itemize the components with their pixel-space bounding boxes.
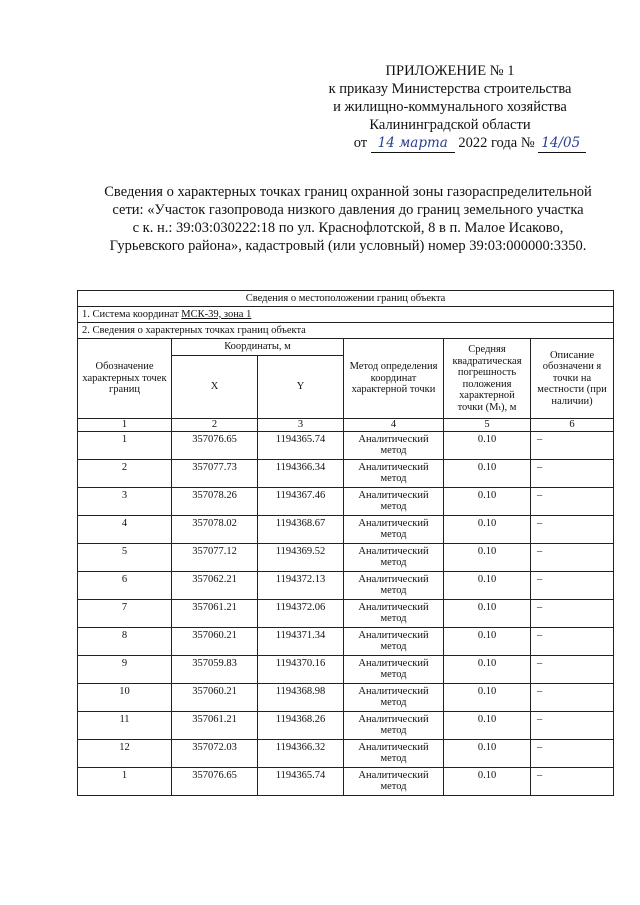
description-cell: – <box>531 431 614 459</box>
table-row <box>78 627 614 655</box>
header-method: Метод определения координат характерной точки <box>344 339 444 419</box>
table-row <box>78 571 614 599</box>
column-numbers-row <box>78 419 614 432</box>
description-cell: – <box>531 599 614 627</box>
method-cell: Аналитический метод <box>344 431 444 459</box>
y-coordinate-cell: 1194372.13 <box>258 571 344 599</box>
description-cell: – <box>531 711 614 739</box>
header-coordinates: Координаты, м <box>172 339 344 356</box>
table-title: Сведения о местоположении границ объекта <box>78 291 614 307</box>
method-cell: Аналитический метод <box>344 627 444 655</box>
x-coordinate-cell: 357061.21 <box>172 599 258 627</box>
y-coordinate-cell: 1194367.46 <box>258 487 344 515</box>
table-row <box>78 543 614 571</box>
column-number: 2 <box>172 419 258 432</box>
y-coordinate-cell: 1194365.74 <box>258 431 344 459</box>
error-cell: 0.10 <box>444 655 531 683</box>
error-cell: 0.10 <box>444 683 531 711</box>
point-number-cell: 7 <box>78 599 172 627</box>
y-coordinate-cell: 1194366.34 <box>258 459 344 487</box>
point-number-cell: 10 <box>78 683 172 711</box>
point-number-cell: 6 <box>78 571 172 599</box>
x-coordinate-cell: 357059.83 <box>172 655 258 683</box>
error-cell: 0.10 <box>444 487 531 515</box>
x-coordinate-cell: 357076.65 <box>172 431 258 459</box>
x-coordinate-cell: 357078.26 <box>172 487 258 515</box>
table-row <box>78 515 614 543</box>
column-number: 3 <box>258 419 344 432</box>
method-cell: Аналитический метод <box>344 487 444 515</box>
y-coordinate-cell: 1194370.16 <box>258 655 344 683</box>
error-cell: 0.10 <box>444 431 531 459</box>
column-number: 1 <box>78 419 172 432</box>
method-cell: Аналитический метод <box>344 515 444 543</box>
point-number-cell: 5 <box>78 543 172 571</box>
point-number-cell: 8 <box>78 627 172 655</box>
points-section-title: 2. Сведения о характерных точках границ объекта <box>78 323 614 339</box>
method-cell: Аналитический метод <box>344 739 444 767</box>
point-number-cell: 12 <box>78 739 172 767</box>
error-cell: 0.10 <box>444 459 531 487</box>
x-coordinate-cell: 357060.21 <box>172 683 258 711</box>
appendix-date-line <box>340 134 600 153</box>
heading-line-3: с к. н.: 39:03:030222:18 по ул. Краснофлотской, 8 в п. Малое Исаково, <box>132 220 564 236</box>
method-cell: Аналитический метод <box>344 767 444 795</box>
x-coordinate-cell: 357072.03 <box>172 739 258 767</box>
method-cell: Аналитический метод <box>344 711 444 739</box>
y-coordinate-cell: 1194371.34 <box>258 627 344 655</box>
error-cell: 0.10 <box>444 571 531 599</box>
column-number: 5 <box>444 419 531 432</box>
error-cell: 0.10 <box>444 711 531 739</box>
description-cell: – <box>531 543 614 571</box>
appendix-ministry-line: и жилищно-коммунального хозяйства <box>333 99 567 115</box>
method-cell: Аналитический метод <box>344 655 444 683</box>
description-cell: – <box>531 515 614 543</box>
x-coordinate-cell: 357060.21 <box>172 627 258 655</box>
y-coordinate-cell: 1194369.52 <box>258 543 344 571</box>
appendix-from-label: от <box>353 135 368 151</box>
y-coordinate-cell: 1194368.67 <box>258 515 344 543</box>
header-designation: Обозначение характерных точек границ <box>78 339 172 419</box>
column-number: 6 <box>531 419 614 432</box>
error-cell: 0.10 <box>444 515 531 543</box>
table-row <box>78 599 614 627</box>
x-coordinate-cell: 357076.65 <box>172 767 258 795</box>
table-row <box>78 487 614 515</box>
coordinate-system-value: МСК-39, зона 1 <box>181 308 252 320</box>
error-cell: 0.10 <box>444 599 531 627</box>
y-coordinate-cell: 1194366.32 <box>258 739 344 767</box>
heading-line-4: Гурьевского района», кадастровый (или условный) номер 39:03:000000:3350. <box>109 238 587 254</box>
appendix-region-line: Калининградской области <box>369 117 531 133</box>
y-coordinate-cell: 1194368.26 <box>258 711 344 739</box>
table-row <box>78 683 614 711</box>
table-row <box>78 767 614 795</box>
error-cell: 0.10 <box>444 627 531 655</box>
table-row <box>78 739 614 767</box>
point-number-cell: 3 <box>78 487 172 515</box>
method-cell: Аналитический метод <box>344 459 444 487</box>
point-number-cell: 9 <box>78 655 172 683</box>
coordinate-system-label: 1. Система координат <box>82 308 182 320</box>
description-cell: – <box>531 683 614 711</box>
header-error: Средняя квадратическая погрешность положения характерной точки (Mₜ), м <box>444 339 531 419</box>
x-coordinate-cell: 357062.21 <box>172 571 258 599</box>
description-cell: – <box>531 739 614 767</box>
header-description: Описание обозначени я точки на местности (при наличии) <box>531 339 614 419</box>
boundary-points-table <box>77 290 614 796</box>
point-number-cell: 2 <box>78 459 172 487</box>
description-cell: – <box>531 767 614 795</box>
point-number-cell: 4 <box>78 515 172 543</box>
method-cell: Аналитический метод <box>344 571 444 599</box>
appendix-year-label: 2022 года № <box>458 135 535 151</box>
heading-line-1: Сведения о характерных точках границ охранной зоны газораспределительной <box>104 184 592 200</box>
point-number-cell: 1 <box>78 431 172 459</box>
error-cell: 0.10 <box>444 543 531 571</box>
point-number-cell: 1 <box>78 767 172 795</box>
error-cell: 0.10 <box>444 767 531 795</box>
x-coordinate-cell: 357061.21 <box>172 711 258 739</box>
header-y: Y <box>258 356 344 419</box>
coordinate-system-row <box>78 307 614 323</box>
x-coordinate-cell: 357077.73 <box>172 459 258 487</box>
appendix-title: ПРИЛОЖЕНИЕ № 1 <box>385 63 515 79</box>
error-cell: 0.10 <box>444 739 531 767</box>
x-coordinate-cell: 357078.02 <box>172 515 258 543</box>
table-row <box>78 431 614 459</box>
table-row <box>78 655 614 683</box>
column-number: 4 <box>344 419 444 432</box>
appendix-block <box>300 62 600 153</box>
appendix-order-line: к приказу Министерства строительства <box>328 81 572 97</box>
description-cell: – <box>531 571 614 599</box>
heading-line-2: сети: «Участок газопровода низкого давления до границ земельного участка <box>112 202 584 218</box>
point-number-cell: 11 <box>78 711 172 739</box>
method-cell: Аналитический метод <box>344 683 444 711</box>
handwritten-date: 14 марта <box>371 134 455 153</box>
table-row <box>78 711 614 739</box>
y-coordinate-cell: 1194368.98 <box>258 683 344 711</box>
method-cell: Аналитический метод <box>344 599 444 627</box>
description-cell: – <box>531 627 614 655</box>
y-coordinate-cell: 1194372.06 <box>258 599 344 627</box>
y-coordinate-cell: 1194365.74 <box>258 767 344 795</box>
table-row <box>78 459 614 487</box>
description-cell: – <box>531 655 614 683</box>
method-cell: Аналитический метод <box>344 543 444 571</box>
x-coordinate-cell: 357077.12 <box>172 543 258 571</box>
header-x: X <box>172 356 258 419</box>
description-cell: – <box>531 487 614 515</box>
handwritten-order-number: 14/05 <box>538 134 586 153</box>
description-cell: – <box>531 459 614 487</box>
document-heading <box>78 183 618 255</box>
